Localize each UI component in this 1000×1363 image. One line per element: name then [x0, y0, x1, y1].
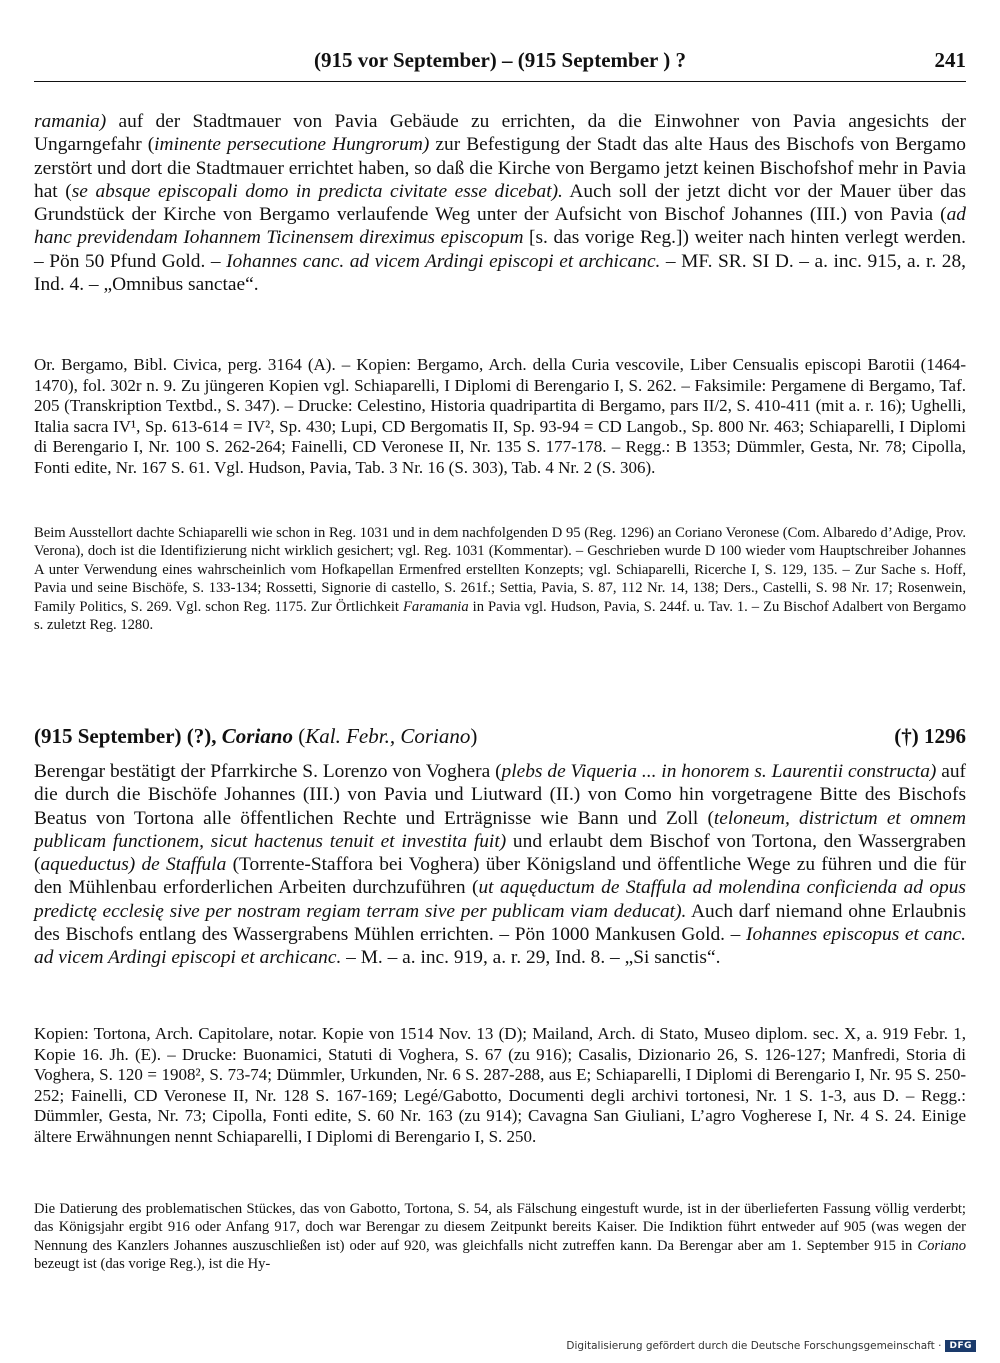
text-run: (915 September) (?), [34, 724, 222, 748]
text-run: ( [292, 724, 306, 748]
text-run: ) [470, 724, 478, 748]
entry-1-sources [34, 355, 966, 479]
text-run: Auch darf niemand ohne Erlaubnis des Bischofs entlang des Wassergrabens Mühlen errichten. – Pön 1000 Mankusen Gold. – [34, 900, 966, 946]
commentary-paragraph [34, 1200, 966, 1274]
running-header [34, 44, 966, 84]
entry-2-heading [34, 724, 966, 754]
digitization-footer [566, 1340, 976, 1352]
latin-quote: Iohannes episcopus et canc. ad vicem Ardingi episcopi et archicanc. [34, 924, 966, 969]
latin-quote: ut aquęductum de Staffula ad molendina conficienda ad opus predictę ecclesię sive per nostram regiam terram sive per publicam viam deducat). [34, 877, 966, 922]
sources-paragraph: Or. Bergamo, Bibl. Civica, perg. 3164 (A). – Kopien: Bergamo, Arch. della Curia vescovile, Liber Censualis episcopi Barotii (1464-1470), fol. 302r n. 9. Zu jüngeren Kopien vgl. Schiaparelli, I Diplomi di Berengario I, S. 262. – Faksimile: Pergamene di Bergamo, Taf. 205 (Transkription Textbd., S. 347). – Drucke: Celestino, Historia quadripartita di Bergamo, pars II/2, S. 410-411 (mit a. r. 16); Ughelli, Italia sacra IV¹, Sp. 613-614 = IV², Sp. 430; Lupi, CD Bergomatis II, Sp. 93-94 = CD Langob., Sp. 800 Nr. 463; Schiaparelli, I Diplomi di Berengario I, Nr. 100 S. 262-264; Fainelli, CD Veronese II, Nr. 135 S. 177-178. – Regg.: B 1353; Dümmler, Gesta, Nr. 78; Cipolla, Fonti edite, Nr. 167 S. 61. Vgl. Hudson, Pavia, Tab. 3 Nr. 16 (S. 303), Tab. 4 Nr. 2 (S. 306). [34, 355, 966, 477]
latin-quote: se absque episcopali domo in predicta civitate esse dicebat). [71, 180, 563, 202]
latin-quote: ramania) [34, 111, 107, 132]
place-name: Coriano [917, 1237, 966, 1254]
text-run: und erlaubt dem Bischof von Tortona, den Wassergraben ( [34, 830, 966, 876]
page-number: 241 [934, 48, 966, 72]
header-title: (915 vor September) – (915 September ) ? [314, 48, 686, 72]
regest-paragraph [34, 760, 966, 970]
latin-quote: plebs de Viqueria ... in honorem s. Laurentii constructa) [501, 761, 937, 782]
original-dating: Kal. Febr., Coriano [305, 724, 471, 748]
text-run: – M. – a. inc. 919, a. r. 29, Ind. 8. – „Si sanctis“. [341, 947, 721, 969]
entry-2-regest-text [34, 760, 966, 970]
text-run: bezeugt ist (das vorige Reg.), ist die Hy- [34, 1256, 271, 1273]
place-name: Faramania [402, 598, 469, 615]
entry-2-commentary [34, 1200, 966, 1274]
text-run: auf der Stadtmauer von Pavia Gebäude zu errichten, da die Einwohner von Pavia angesichts der Ungarngefahr ( [34, 111, 966, 156]
regest-number: (†) 1296 [894, 724, 966, 748]
text-run: auf die durch die Bischöfe Johannes (III.) von Pavia und Liutward (II.) von Como hin vorgetragene Bitte des Bischofs Beatus von Tortona alle öffentlichen Rechte und Erträgnisse wie Bann und Zoll ( [34, 761, 966, 829]
text-run: Auch soll der jetzt dicht vor der Mauer über das Grundstück der Kirche von Bergamo verlaufende Weg unter der Aufsicht von Bischof Johannes (III.) von Pavia ( [34, 180, 966, 226]
entry-2-sources [34, 1024, 966, 1148]
commentary-paragraph [34, 524, 966, 634]
sources-paragraph: Kopien: Tortona, Arch. Capitolare, notar. Kopie von 1514 Nov. 13 (D); Mailand, Arch. di Stato, Museo diplom. sec. X, a. 919 Febr. 1, Kopie 16. Jh. (E). – Drucke: Buonamici, Statuti di Voghera, S. 67 (zu 916); Casalis, Dizionario 26, S. 126-127; Manfredi, Storia di Voghera, S. 120 = 1908², S. 73-74; Dümmler, Urkunden, Nr. 6 S. 287-288, aus E; Schiaparelli, I Diplomi di Berengario I, Nr. 95 S. 250-252; Fainelli, CD Veronese II, Nr. 128 S. 167-169; Legé/Gabotto, Documenti degli archivi tortonesi, Nr. 1 S. 1-3, aus D. – Regg.: Dümmler, Gesta, Nr. 73; Cipolla, Fonti edite, S. 60 Nr. 163 (zu 914); Cavagna San Giuliani, L’agro Vogherese I, Nr. 4 S. 24. Einige ältere Erwähnungen nennt Schiaparelli, I Diplomi di Berengario I, S. 250. [34, 1024, 966, 1146]
latin-quote: aqueductus) de Staffula [40, 854, 227, 876]
entry-1-regest-text [34, 110, 966, 296]
text-run: Berengar bestätigt der Pfarrkirche S. Lorenzo von Voghera ( [34, 761, 502, 782]
text-run: (Torrente-Staffora bei Voghera) über Königsland und öffentliche Wege zu führen und die für den Mühlenbau erforderlichen Arbeiten durchzuführen ( [34, 854, 966, 899]
place-name: Coriano [221, 724, 293, 748]
entry-heading-date-place [34, 724, 477, 749]
latin-quote: iminente persecutione Hungrorum) [154, 134, 430, 156]
dfg-logo: DFG [945, 1340, 976, 1352]
text-run: – MF. SR. SI D. – a. inc. 915, a. r. 28, Ind. 4. – „Omnibus sanctae“. [34, 250, 966, 296]
text-run: zur Befestigung der Stadt das alte Haus des Bischofs von Bergamo zerstört und dort die Stadtmauer errichtet haben, so daß die Kirche von Bergamo jetzt keinen Bischofshof mehr in Pavia hat ( [34, 134, 967, 202]
latin-quote: ad hanc previdendam Iohannem Ticinensem direximus episcopum [34, 204, 966, 249]
text-run: [s. das vorige Reg.]) weiter nach hinten verlegt werden. – Pön 50 Pfund Gold. – [34, 227, 967, 272]
text-run: in Pavia vgl. Hudson, Pavia, S. 244f. u. Tav. 1. – Zu Bischof Adalbert von Bergamo s. zuletzt Reg. 1280. [34, 598, 966, 634]
text-run: Beim Ausstellort dachte Schiaparelli wie schon in Reg. 1031 und in dem nachfolgenden D 95 (Reg. 1296) an Coriano Veronese (Com. Albaredo d’Adige, Prov. Verona), doch ist die Identifizierung nicht wirklich gesichert; vgl. Reg. 1031 (Kommentar). – Geschrieben wurde D 100 wieder vom Hauptschreiber Johannes A unter Verwendung eines wahrscheinlich vom Hofkapellan Ermenfred erstellten Konzepts; vgl. Schiaparelli, Ricerche I, S. 129, 135. – Zur Sache s. Hoff, Pavia und seine Bischöfe, S. 133-134; Rossetti, Signorie di castello, S. 261f.; Settia, Pavia, S. 87, 112 Nr. 14, 138; Ders., Castelli, S. 98 Nr. 17; Rosenwein, Family Politics, S. 269. Vgl. schon Reg. 1175. Zur Örtlichkeit [34, 525, 966, 615]
footer-text: Digitalisierung gefördert durch die Deutsche Forschungsgemeinschaft · [566, 1340, 942, 1352]
text-run: Die Datierung des problematischen Stückes, das von Gabotto, Tortona, S. 54, als Fälschung eingestuft wurde, ist in der überlieferten Fassung völlig verderbt; das Königsjahr ergibt 916 oder Anfang 917, doch war Berengar zu diesem Zeitpunkt bereits Kaiser. Die Indiktion führt entweder auf 905 (was wegen der Nennung des Kanzlers Johannes auszuschließen ist) oder auf 920, was gleichfalls nicht zutreffen kann. Da Berengar aber am 1. September 915 in [34, 1201, 966, 1254]
regest-paragraph [34, 110, 966, 296]
header-rule [34, 81, 966, 82]
latin-quote: teloneum, districtum et omnem publicam functionem, sicut hactenus tenuit et investita fuit) [34, 807, 966, 852]
entry-1-commentary [34, 524, 966, 634]
latin-quote: Iohannes canc. ad vicem Ardingi episcopi et archicanc. [226, 250, 661, 272]
